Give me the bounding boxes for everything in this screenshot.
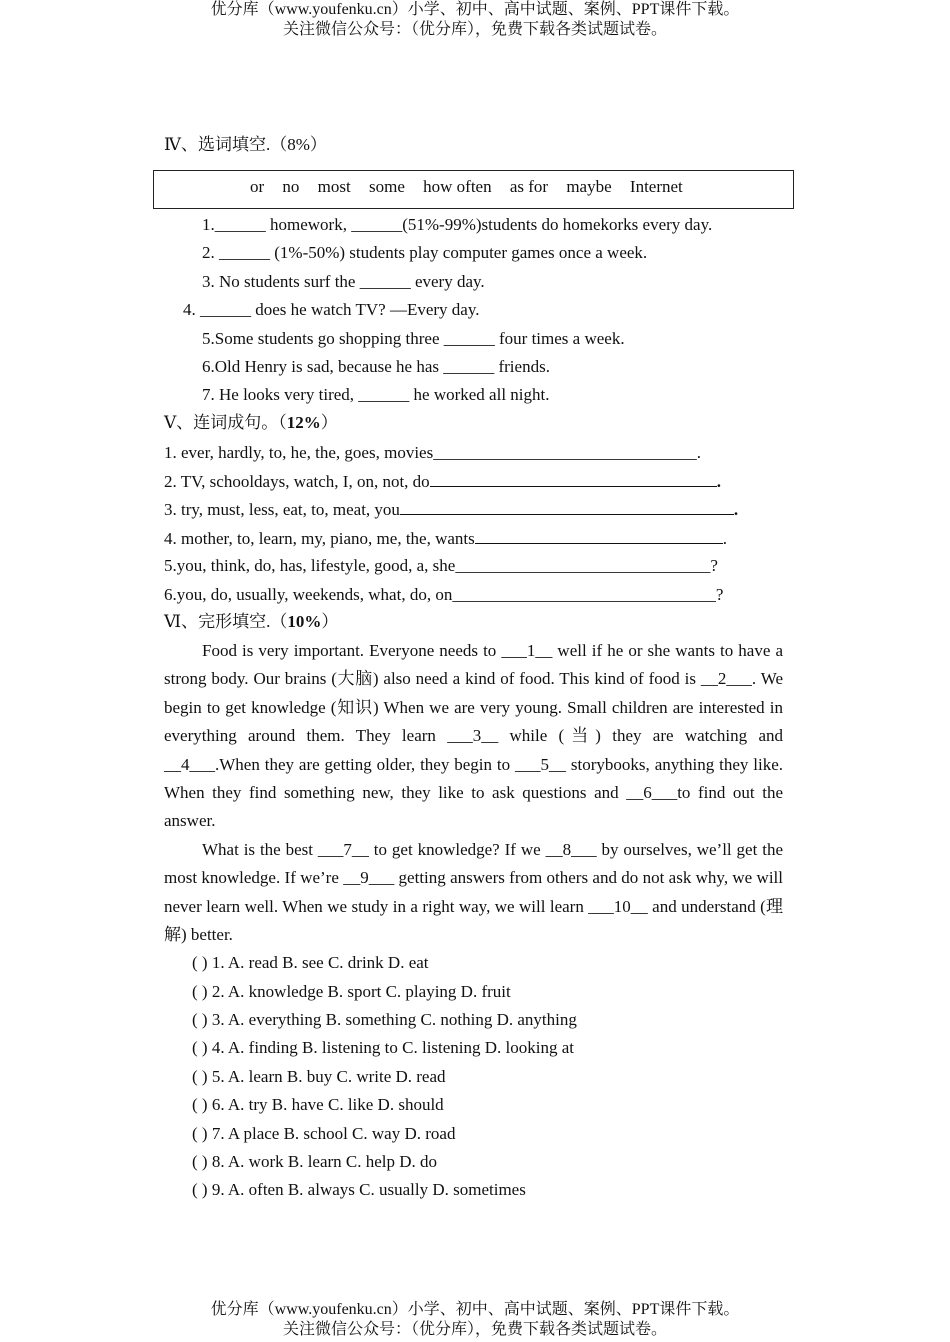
section5-title-suffix: ） [320,413,338,432]
cloze-question: ( ) 8. A. work B. learn C. help D. do [192,1152,438,1171]
section6-title-prefix: Ⅵ、完形填空.（ [164,612,288,631]
section4-item: 5.Some students go shopping three ______ four times a week. [202,329,625,348]
cloze-question: ( ) 6. A. try B. have C. like D. should [192,1095,444,1114]
page-header-line1: 优分库（www.youfenku.cn）小学、初中、高中试题、案例、PPT课件下载。 [210,1,740,18]
word-bank-box [153,170,794,209]
section5-item [164,555,718,577]
word-bank-item: or [250,177,265,196]
section4-item: 6.Old Henry is sad, because he has ______ friends. [202,357,550,376]
answer-line [400,498,734,515]
section5-item-end: . [716,472,721,491]
word-bank-item: most [317,177,351,196]
section5-title [164,412,338,434]
answer-blank: _______________________________ [433,443,697,462]
cloze-question: ( ) 7. A place B. school C. way D. road [192,1124,456,1143]
word-bank-item: maybe [566,177,612,196]
section4-item: 4. ______ does he watch TV? —Every day. [183,300,480,319]
section6-title-score: 10% [287,612,322,631]
cloze-question: ( ) 4. A. finding B. listening to C. listening D. looking at [192,1038,575,1057]
section5-item-text: 1. ever, hardly, to, he, the, goes, movies [164,443,434,462]
cloze-passage [164,637,783,949]
cloze-question: ( ) 5. A. learn B. buy C. write D. read [192,1067,446,1086]
cloze-paragraph-1: Food is very important. Everyone needs to ___1__ well if he or she wants to have a strong body. Our brains (大脑) also need a kind of food. This kind of food is __2___. We begin to get knowledge (知识) When we are very young. Small children are interested in everything around them. They learn ___3__ while (当) they are watching and __4___.When they are getting older, they begin to ___5__ storybooks, anything they like. When they find something new, they like to ask questions and __6___to find out the answer. [164,641,783,831]
cloze-question: ( ) 1. A. read B. see C. drink D. eat [192,953,429,972]
cloze-question: ( ) 3. A. everything B. something C. nothing D. anything [192,1010,577,1029]
section5-title-prefix: Ⅴ、连词成句。（ [164,413,287,432]
cloze-paragraph-2: What is the best ___7__ to get knowledge? If we __8___ by ourselves, we’ll get the most knowledge. If we’re __9___ getting answers from others and do not ask why, we will never learn well. When we study in a right way, we will learn ___10__ and understand (理解) better. [164,839,783,945]
page-footer-line1: 优分库（www.youfenku.cn）小学、初中、高中试题、案例、PPT课件下载。 [210,1301,740,1318]
answer-line [430,470,717,487]
section5-item-text: 4. mother, to, learn, my, piano, me, the, wants [164,529,475,548]
section5-item-end: ? [715,585,724,604]
section4-item: 2. ______ (1%-50%) students play computer games once a week. [202,243,648,262]
section5-title-score: 12% [286,413,321,432]
word-bank-item: how often [423,177,492,196]
section5-item-text: 3. try, must, less, eat, to, meat, you [164,500,400,519]
section5-item-text: 5.you, think, do, has, lifestyle, good, a, she [164,556,456,575]
answer-blank: _______________________________ [452,585,716,604]
section5-item [164,470,721,493]
word-bank-item: some [368,177,405,196]
section5-item-end: . [722,529,728,548]
section5-item-text: 2. TV, schooldays, watch, I, on, not, do [164,472,430,491]
word-bank-item: Internet [629,177,683,196]
section4-item: 3. No students surf the ______ every day. [202,272,485,291]
word-bank-item: as for [509,177,549,196]
section5-item [164,498,738,521]
section5-item [164,584,723,606]
section4-title: Ⅳ、选词填空.（8%） [164,135,327,154]
cloze-question: ( ) 9. A. often B. always C. usually D. sometimes [192,1180,526,1199]
page-header-line2: 关注微信公众号：（优分库），免费下载各类试题试卷。 [282,21,667,38]
section5-item [164,442,701,464]
section6-title-suffix: ） [321,612,339,631]
section5-item-end: ? [710,556,718,575]
section6-title [164,611,338,633]
page-footer-line2: 关注微信公众号：（优分库），免费下载各类试题试卷。 [282,1321,667,1338]
word-bank [250,177,697,197]
answer-blank: ______________________________ [455,556,711,575]
word-bank-item: no [282,177,300,196]
section5-item [164,527,727,550]
cloze-question: ( ) 2. A. knowledge B. sport C. playing D. fruit [192,982,511,1001]
answer-line [475,527,723,544]
section4-item: 1.______ homework, ______(51%-99%)students do homekorks every day. [202,215,713,234]
section4-item: 7. He looks very tired, ______ he worked all night. [202,385,550,404]
section5-item-end: . [696,443,701,462]
section5-item-text: 6.you, do, usually, weekends, what, do, on [164,585,453,604]
section5-item-end: . [733,500,739,519]
